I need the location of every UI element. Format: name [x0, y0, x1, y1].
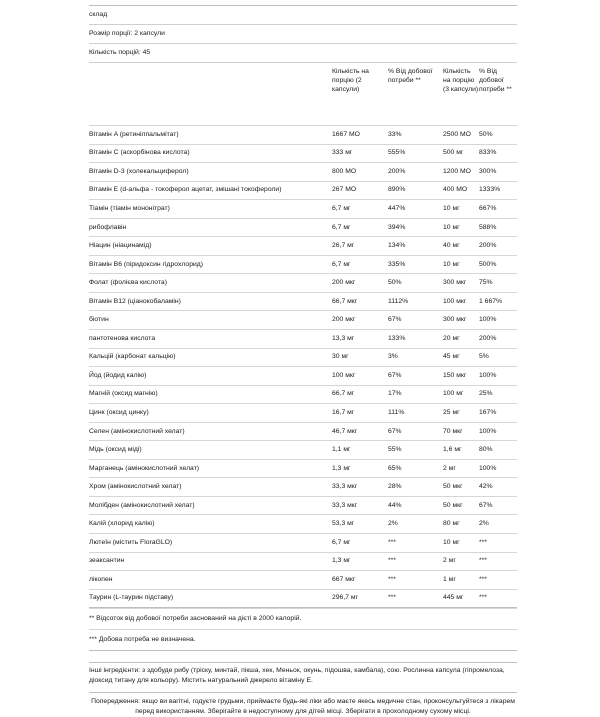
- table-row: [89, 459, 517, 478]
- nutrient-name: Вітамін E (d-альфа - токоферол ацетат, змішані токофероли): [89, 181, 332, 200]
- amount-2-caps: 13,3 мг: [332, 330, 388, 349]
- dv-3-caps: ***: [479, 552, 517, 571]
- nutrient-name: Вітамін B6 (піридоксин гідрохлорид): [89, 255, 332, 274]
- amount-2-caps: 267 МО: [332, 181, 388, 200]
- dv-3-caps: 100%: [479, 459, 517, 478]
- table-row: [89, 255, 517, 274]
- header-dv-2-caps: % Від добової потреби **: [388, 63, 443, 126]
- amount-2-caps: 6,7 мг: [332, 200, 388, 219]
- dv-2-caps: ***: [388, 571, 443, 590]
- amount-2-caps: 800 МО: [332, 163, 388, 182]
- dv-3-caps: 667%: [479, 200, 517, 219]
- amount-2-caps: 26,7 мг: [332, 237, 388, 256]
- amount-2-caps: 6,7 мг: [332, 218, 388, 237]
- dv-2-caps: 67%: [388, 422, 443, 441]
- dv-2-caps: 2%: [388, 515, 443, 534]
- dv-2-caps: 111%: [388, 404, 443, 423]
- nutrient-name: Вітамін A (ретинілпальмітат): [89, 126, 332, 145]
- other-ingredients: Інші інгредієнти: з здобуде рибу (тріску, минтай, пікша, хек, Меньок, окунь, підошва, камбала), сою. Рослинна капсула (гіпромелоза, діоксид титану для кольору). Містить натуральний джерело вітаміну E.: [89, 662, 517, 692]
- amount-3-caps: 150 мкг: [443, 367, 479, 386]
- dv-2-caps: ***: [388, 552, 443, 571]
- dv-3-caps: ***: [479, 534, 517, 553]
- table-row: [89, 181, 517, 200]
- amount-2-caps: 33,3 мкг: [332, 478, 388, 497]
- table-row: [89, 496, 517, 515]
- amount-3-caps: 20 мг: [443, 330, 479, 349]
- nutrient-name: Тіамін (тіамін мононітрат): [89, 200, 332, 219]
- dv-2-caps: 1112%: [388, 292, 443, 311]
- nutrient-name: зеаксантин: [89, 552, 332, 571]
- amount-3-caps: 400 МО: [443, 181, 479, 200]
- amount-3-caps: 1,6 мг: [443, 441, 479, 460]
- table-row: [89, 515, 517, 534]
- nutrient-name: Молібден (амінокислотний хелат): [89, 496, 332, 515]
- amount-3-caps: 300 мкг: [443, 311, 479, 330]
- amount-3-caps: 50 мкг: [443, 478, 479, 497]
- nutrient-table: [89, 62, 517, 608]
- dv-3-caps: ***: [479, 589, 517, 608]
- table-row: [89, 274, 517, 293]
- amount-3-caps: 2500 МО: [443, 126, 479, 145]
- table-row: [89, 478, 517, 497]
- table-row: [89, 441, 517, 460]
- amount-2-caps: 1,3 мг: [332, 459, 388, 478]
- amount-2-caps: 46,7 мкг: [332, 422, 388, 441]
- amount-2-caps: 667 мкг: [332, 571, 388, 590]
- nutrient-name: Вітамін B12 (ціанокобаламін): [89, 292, 332, 311]
- amount-3-caps: 445 мг: [443, 589, 479, 608]
- table-row: [89, 404, 517, 423]
- table-row: [89, 589, 517, 608]
- amount-2-caps: 200 мкг: [332, 274, 388, 293]
- amount-2-caps: 200 мкг: [332, 311, 388, 330]
- dv-3-caps: 75%: [479, 274, 517, 293]
- dv-3-caps: 833%: [479, 144, 517, 163]
- dv-3-caps: 200%: [479, 237, 517, 256]
- dv-3-caps: 42%: [479, 478, 517, 497]
- dv-2-caps: 890%: [388, 181, 443, 200]
- dv-2-caps: 200%: [388, 163, 443, 182]
- amount-2-caps: 6,7 мг: [332, 534, 388, 553]
- dv-2-caps: 394%: [388, 218, 443, 237]
- table-row: [89, 571, 517, 590]
- amount-3-caps: 25 мг: [443, 404, 479, 423]
- table-row: [89, 385, 517, 404]
- dv-3-caps: 500%: [479, 255, 517, 274]
- daily-value-note: ** Відсоток від добової потреби заснований на дієті в 2000 калорій.: [89, 608, 517, 629]
- amount-2-caps: 1,1 мг: [332, 441, 388, 460]
- nutrient-name: Вітамін C (аскорбінова кислота): [89, 144, 332, 163]
- amount-3-caps: 300 мкг: [443, 274, 479, 293]
- dv-3-caps: 100%: [479, 367, 517, 386]
- dv-2-caps: 44%: [388, 496, 443, 515]
- nutrient-name: лікопен: [89, 571, 332, 590]
- nutrient-name: Цинк (оксид цинку): [89, 404, 332, 423]
- dv-3-caps: 200%: [479, 330, 517, 349]
- amount-2-caps: 53,3 мг: [332, 515, 388, 534]
- amount-3-caps: 45 мг: [443, 348, 479, 367]
- amount-3-caps: 40 мг: [443, 237, 479, 256]
- nutrient-name: Лютеїн (містить FloraGLO): [89, 534, 332, 553]
- amount-2-caps: 66,7 мг: [332, 385, 388, 404]
- amount-2-caps: 33,3 мкг: [332, 496, 388, 515]
- nutrient-name: Мідь (оксид міді): [89, 441, 332, 460]
- dv-2-caps: 67%: [388, 367, 443, 386]
- dv-3-caps: ***: [479, 571, 517, 590]
- nutrient-name: Селен (амінокислотний хелат): [89, 422, 332, 441]
- amount-3-caps: 10 мг: [443, 218, 479, 237]
- dv-2-caps: 65%: [388, 459, 443, 478]
- nutrient-name: Марганець (амінокислотний хелат): [89, 459, 332, 478]
- amount-2-caps: 6,7 мг: [332, 255, 388, 274]
- amount-3-caps: 10 мг: [443, 200, 479, 219]
- table-row: [89, 552, 517, 571]
- dv-2-caps: 447%: [388, 200, 443, 219]
- warning-text: Попередження: якщо ви вагітні, годуєте грудьми, приймаєте будь-які ліки або маєте якесь медичне стан, проконсультуйтеся з лікарем перед використанням. Зберігайте в недоступному для дітей місці. Зберігати в прохолодному сухому місці.: [89, 692, 517, 717]
- nutrient-name: Магній (оксид магнію): [89, 385, 332, 404]
- dv-2-caps: 28%: [388, 478, 443, 497]
- not-established-note: *** Добова потреба не визначена.: [89, 629, 517, 651]
- dv-3-caps: 100%: [479, 311, 517, 330]
- amount-3-caps: 100 мкг: [443, 292, 479, 311]
- amount-3-caps: 70 мкг: [443, 422, 479, 441]
- table-row: [89, 292, 517, 311]
- nutrient-name: Калій (хлорид калію): [89, 515, 332, 534]
- dv-3-caps: 5%: [479, 348, 517, 367]
- dv-3-caps: 167%: [479, 404, 517, 423]
- supplement-facts-panel: [89, 0, 517, 717]
- dv-2-caps: 3%: [388, 348, 443, 367]
- table-row: [89, 348, 517, 367]
- table-row: [89, 534, 517, 553]
- dv-2-caps: 17%: [388, 385, 443, 404]
- amount-2-caps: 1667 МО: [332, 126, 388, 145]
- header-dv-3-caps: % Від добової потреби **: [479, 63, 517, 126]
- table-row: [89, 422, 517, 441]
- nutrient-name: пантотенова кислота: [89, 330, 332, 349]
- dv-2-caps: 55%: [388, 441, 443, 460]
- dv-3-caps: 67%: [479, 496, 517, 515]
- dv-3-caps: 25%: [479, 385, 517, 404]
- amount-3-caps: 2 мг: [443, 552, 479, 571]
- table-row: [89, 163, 517, 182]
- dv-2-caps: ***: [388, 589, 443, 608]
- dv-2-caps: 133%: [388, 330, 443, 349]
- dv-3-caps: 588%: [479, 218, 517, 237]
- amount-2-caps: 296,7 мг: [332, 589, 388, 608]
- dv-2-caps: 134%: [388, 237, 443, 256]
- nutrient-name: рибофлавін: [89, 218, 332, 237]
- table-row: [89, 144, 517, 163]
- table-row: [89, 126, 517, 145]
- dv-2-caps: 50%: [388, 274, 443, 293]
- amount-2-caps: 333 мг: [332, 144, 388, 163]
- nutrient-name: Хром (амінокислотний хелат): [89, 478, 332, 497]
- amount-3-caps: 1 мг: [443, 571, 479, 590]
- servings-count: Кількість порцій: 45: [89, 43, 517, 62]
- serving-size: Розмір порції: 2 капсули: [89, 24, 517, 43]
- amount-3-caps: 100 мг: [443, 385, 479, 404]
- dv-3-caps: 80%: [479, 441, 517, 460]
- table-row: [89, 200, 517, 219]
- amount-3-caps: 500 мг: [443, 144, 479, 163]
- nutrient-name: Таурин (L-таурин підставу): [89, 589, 332, 608]
- amount-2-caps: 30 мг: [332, 348, 388, 367]
- dv-3-caps: 1333%: [479, 181, 517, 200]
- table-row: [89, 237, 517, 256]
- amount-2-caps: 16,7 мг: [332, 404, 388, 423]
- nutrient-name: Кальцій (карбонат кальцію): [89, 348, 332, 367]
- table-row: [89, 311, 517, 330]
- dv-2-caps: 335%: [388, 255, 443, 274]
- dv-2-caps: 33%: [388, 126, 443, 145]
- table-row: [89, 218, 517, 237]
- nutrient-name: біотин: [89, 311, 332, 330]
- amount-2-caps: 100 мкг: [332, 367, 388, 386]
- nutrient-name: Ніацин (ніацинамід): [89, 237, 332, 256]
- dv-2-caps: 555%: [388, 144, 443, 163]
- amount-3-caps: 1200 МО: [443, 163, 479, 182]
- amount-3-caps: 80 мг: [443, 515, 479, 534]
- amount-3-caps: 10 мг: [443, 255, 479, 274]
- dv-2-caps: 67%: [388, 311, 443, 330]
- table-row: [89, 330, 517, 349]
- header-amount-3-caps: Кількість на порцію (3 капсули): [443, 63, 479, 126]
- table-header-row: [89, 63, 517, 126]
- amount-2-caps: 1,3 мг: [332, 552, 388, 571]
- dv-3-caps: 1 667%: [479, 292, 517, 311]
- header-nutrient: [89, 63, 332, 126]
- nutrient-name: Вітамін D-3 (холекальциферол): [89, 163, 332, 182]
- table-row: [89, 367, 517, 386]
- amount-3-caps: 10 мг: [443, 534, 479, 553]
- dv-3-caps: 100%: [479, 422, 517, 441]
- dv-2-caps: ***: [388, 534, 443, 553]
- nutrient-name: Фолат (фолієва кислота): [89, 274, 332, 293]
- amount-3-caps: 2 мг: [443, 459, 479, 478]
- dv-3-caps: 50%: [479, 126, 517, 145]
- dv-3-caps: 2%: [479, 515, 517, 534]
- header-amount-2-caps: Кількість на порцію (2 капсули): [332, 63, 388, 126]
- amount-3-caps: 50 мкг: [443, 496, 479, 515]
- amount-2-caps: 66,7 мкг: [332, 292, 388, 311]
- nutrient-name: Йод (йодид калію): [89, 367, 332, 386]
- composition-label: склад: [89, 5, 517, 24]
- dv-3-caps: 300%: [479, 163, 517, 182]
